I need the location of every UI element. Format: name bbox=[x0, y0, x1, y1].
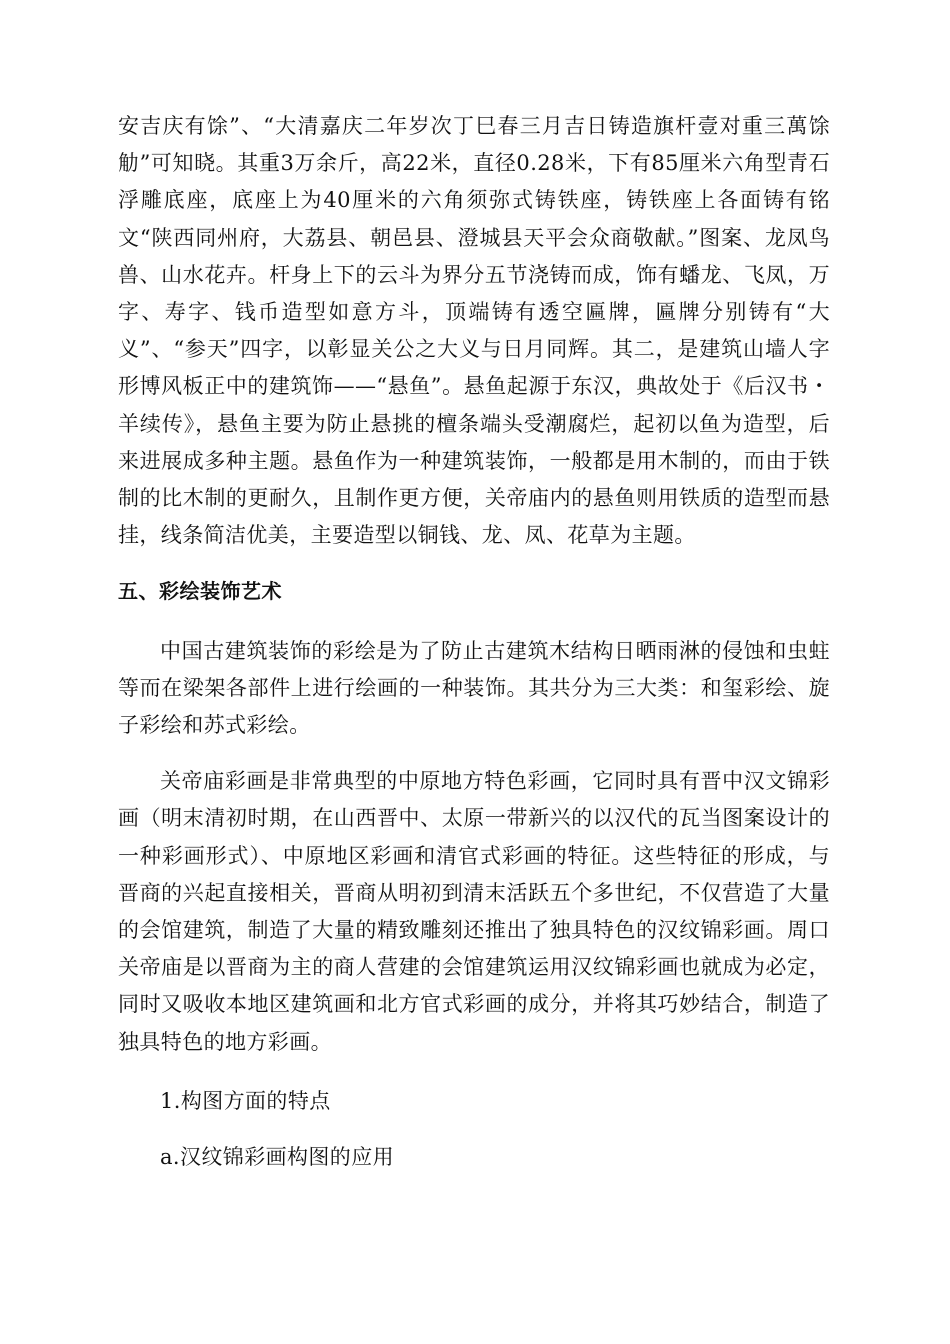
continued-paragraph: 安吉庆有馀”、“大清嘉庆二年岁次丁巳春三月吉日铸造旗杆壹对重三萬馀觔”可知晓。其重3万余斤，高22米，直径0.28米，下有85厘米六角型青石浮雕底座，底座上为40厘米的六角须弥式铸铁座，铸铁座上各面铸有铭文“陕西同州府，大荔县、朝邑县、澄城县天平会众商敬献。”图案、龙凤鸟兽、山水花卉。杆身上下的云斗为界分五节浇铸而成，饰有蟠龙、飞凤，万字、寿字、钱币造型如意方斗，顶端铸有透空匾牌，匾牌分别铸有“大义”、“参天”四字，以彰显关公之大义与日月同辉。其二，是建筑山墙人字形博风板正中的建筑饰——“悬鱼”。悬鱼起源于东汉，典故处于《后汉书・羊续传》，悬鱼主要为防止悬挑的檀条端头受潮腐烂，起初以鱼为造型，后来进展成多种主题。悬鱼作为一种建筑装饰，一般都是用木制的，而由于铁制的比木制的更耐久，且制作更方便，关帝庙内的悬鱼则用铁质的造型而悬挂，线条简洁优美，主要造型以铜钱、龙、凤、花草为主题。 bbox=[118, 114, 830, 548]
body-paragraph: 中国古建筑装饰的彩绘是为了防止古建筑木结构日晒雨淋的侵蚀和虫蛀等而在梁架各部件上进行绘画的一种装饰。其共分为三大类：和玺彩绘、旋子彩绘和苏式彩绘。 bbox=[118, 638, 830, 738]
document-page bbox=[118, 108, 830, 1176]
subheading: 1.构图方面的特点 bbox=[160, 1088, 331, 1113]
section-heading: 五、彩绘装饰艺术 bbox=[118, 579, 282, 604]
body-paragraph: 关帝庙彩画是非常典型的中原地方特色彩画，它同时具有晋中汉文锦彩画（明末清初时期，在山西晋中、太原一带新兴的以汉代的瓦当图案设计的一种彩画形式）、中原地区彩画和清官式彩画的特征。这些特征的形成，与晋商的兴起直接相关，晋商从明初到清末活跃五个多世纪，不仅营造了大量的会馆建筑，制造了大量的精致雕刻还推出了独具特色的汉纹锦彩画。周口关帝庙是以晋商为主的商人营建的会馆建筑运用汉纹锦彩画也就成为必定，同时又吸收本地区建筑画和北方官式彩画的成分，并将其巧妙结合，制造了独具特色的地方彩画。 bbox=[118, 769, 830, 1054]
subheading: a.汉纹锦彩画构图的应用 bbox=[160, 1145, 394, 1170]
